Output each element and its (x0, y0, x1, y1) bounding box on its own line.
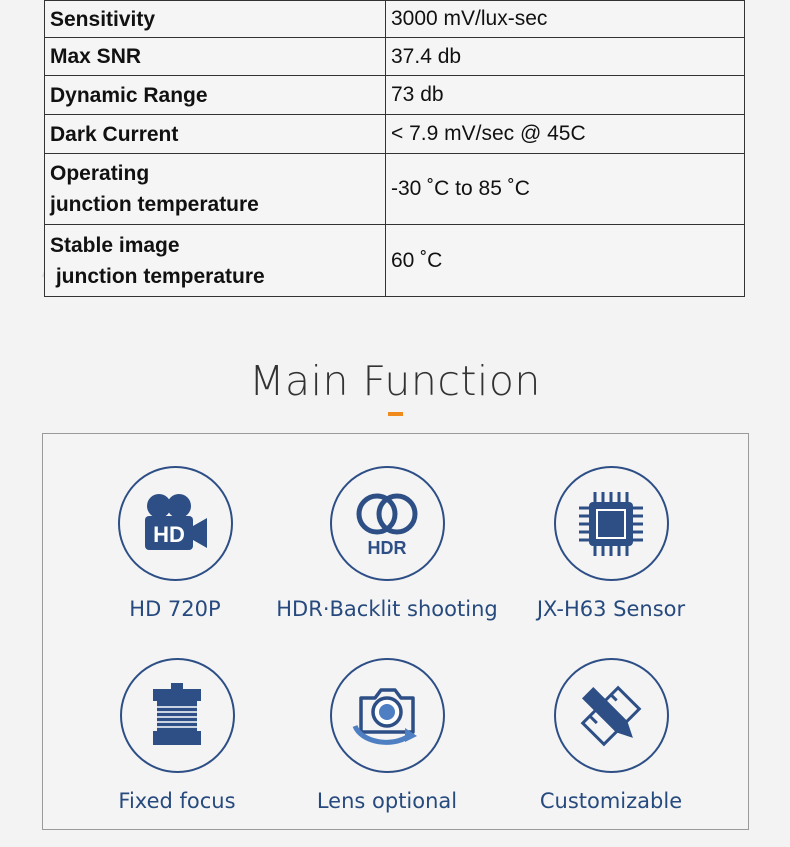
feature-label: HD 720P (129, 597, 221, 621)
spec-label-line: junction temperature (50, 264, 265, 288)
feature-label: JX-H63 Sensor (536, 597, 686, 621)
feature-item-sensor (491, 466, 731, 621)
spec-label: Dark Current (45, 115, 386, 154)
spec-value: 73 db (386, 76, 745, 115)
focus-icon (147, 683, 207, 749)
spec-label: Max SNR (45, 38, 386, 76)
pencil-ruler-icon (576, 681, 646, 751)
feature-icon-circle (330, 466, 445, 581)
feature-icon-circle (118, 466, 233, 581)
spec-value: 37.4 db (386, 38, 745, 76)
spec-label: Sensitivity (45, 1, 386, 38)
feature-panel (42, 433, 749, 830)
table-row (45, 76, 745, 115)
spec-value: 3000 mV/lux-sec (386, 1, 745, 38)
spec-label-line: junction temperature (50, 193, 259, 216)
feature-label: Customizable (539, 789, 683, 813)
feature-item-hd (55, 466, 295, 621)
feature-item-focus (57, 658, 297, 813)
spec-label (45, 225, 386, 297)
feature-item-custom (491, 658, 731, 813)
table-row (45, 38, 745, 76)
feature-item-hdr (267, 466, 507, 621)
chip-icon (575, 488, 647, 560)
svg-text:HDR: HDR (367, 537, 407, 558)
section-title: Main Function (249, 357, 541, 405)
spec-value: -30 ˚C to 85 ˚C (386, 154, 745, 225)
table-row (45, 225, 745, 297)
feature-icon-circle (120, 658, 235, 773)
spec-value: 60 ˚C (386, 225, 745, 297)
svg-text:HD: HD (153, 521, 185, 547)
spec-label-line: Stable image (50, 233, 180, 257)
table-row (45, 115, 745, 154)
spec-table (44, 0, 745, 297)
feature-icon-circle (554, 658, 669, 773)
lens-camera-icon (347, 680, 427, 752)
table-row (45, 1, 745, 38)
spec-value: < 7.9 mV/sec @ 45C (386, 115, 745, 154)
feature-icon-circle (330, 658, 445, 773)
spec-label (45, 154, 386, 225)
spec-label: Dynamic Range (45, 76, 386, 115)
feature-label: Fixed focus (118, 789, 236, 813)
feature-label: Lens optional (316, 789, 458, 813)
hdr-icon (349, 486, 425, 562)
feature-item-lens (267, 658, 507, 813)
title-accent-bar (388, 412, 403, 416)
feature-label: HDR·Backlit shooting (276, 597, 498, 621)
feature-icon-circle (554, 466, 669, 581)
hd-camera-icon (137, 492, 213, 556)
spec-label-line: Operating (50, 162, 150, 185)
table-row (45, 154, 745, 225)
